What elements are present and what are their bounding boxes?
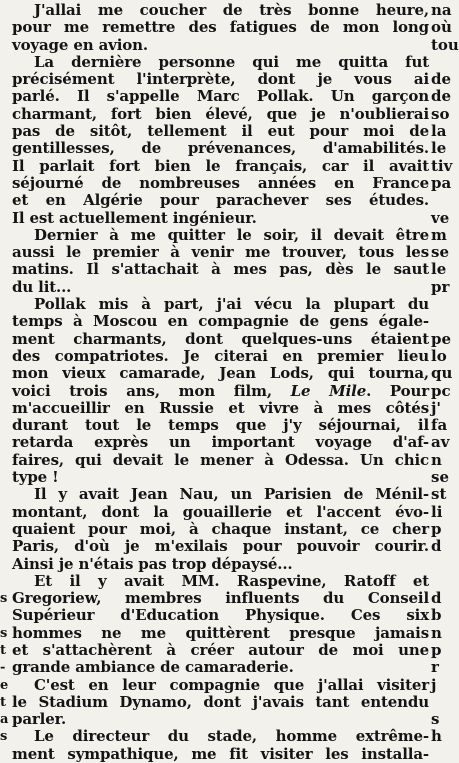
left-edge-fragment: a [0,712,9,728]
right-edge-fragment: qu [431,364,453,383]
left-edge-fragment [0,19,8,36]
text-line: aussi le premier à venir me trouver, tous les [12,243,429,262]
right-edge-fragment: h [431,727,442,746]
text-line: quaient pour moi, à chaque instant, ce cher [12,519,429,538]
text-line: Il y avait Jean Nau, un Parisien de Ménil- [34,485,429,504]
left-edge-fragment [0,88,8,105]
left-edge-fragment: t [0,642,7,658]
right-edge-fragment: pr [431,277,450,296]
text-line: pas de sitôt, tellement il eut pour moi de [12,122,429,141]
right-edge-fragment: tiv [431,156,453,175]
text-line: ment charmants, dont quelques-uns étaient [12,329,429,348]
right-edge-fragment: j [431,675,437,694]
right-edge-fragment: se [431,468,449,487]
text-line: durant tout le temps que j'y séjournai, il [12,416,429,435]
text-line: m'accueillir en Russie et vivre à mes côtés [12,398,429,417]
text-line: faires, qui devait le mener à Odessa. Un chic [12,450,429,469]
left-edge-fragment [0,158,8,175]
text-line: voici trois ans, mon film, Le Mile. Pour [12,381,430,400]
text-line: Le directeur du stade, homme extrême- [34,727,429,746]
text-line: parler. [12,710,67,729]
left-edge-fragment [0,400,8,417]
text-line: Il est actuellement ingénieur. [12,208,257,227]
left-edge-fragment: s [0,591,8,607]
left-edge-fragment [0,71,8,88]
text-line: voyage en avion. [12,35,148,54]
text-line: séjourné de nombreuses années en France [12,173,429,192]
left-edge-fragment [0,556,8,573]
right-edge-fragment: n [431,623,442,642]
left-edge-fragment [0,279,8,296]
left-edge-fragment [0,573,8,590]
right-edge-fragment [431,296,441,313]
left-edge-fragment [0,244,8,261]
left-edge-fragment [0,210,8,227]
text-line: Gregoriew, membres influents du Conseil [12,589,429,608]
right-edge-fragment: j' [431,398,442,417]
left-edge-fragment [0,521,8,538]
right-edge-fragment: fa [431,416,448,435]
text-line: et en Algérie pour parachever ses études. [12,191,429,210]
right-edge-fragment: n [431,450,442,469]
right-edge-fragment: lo [431,346,447,365]
text-line: Supérieur d'Education Physique. Ces six [12,606,429,625]
left-edge-fragment [0,383,8,400]
left-edge-fragment [0,348,8,365]
left-edge-fragment [0,2,8,19]
left-edge-fragment [0,296,8,313]
right-edge-fragment: p [431,640,442,659]
left-edge-fragment [0,469,8,486]
left-edge-fragment [0,140,8,157]
text-line: type ! [12,468,59,487]
left-edge-fragment [0,538,8,555]
text-line: mon vieux camarade, Jean Lods, qui tourna, [12,364,429,383]
right-edge-fragment: la [431,122,447,141]
text-line: ment sympathique, me fit visiter les installa- [12,744,429,763]
text-line: du lit... [12,277,72,296]
right-edge-fragment: ve [431,208,450,227]
right-edge-fragment: pa [431,173,452,192]
left-edge-fragment [0,261,8,278]
right-edge-fragment [431,54,441,71]
right-edge-fragment: tou [431,35,459,54]
right-edge-fragment: d [431,537,442,556]
left-edge-fragment: - [0,660,6,676]
right-edge-fragment: le [431,260,447,279]
text-line: Ainsi je n'étais pas trop dépaysé... [12,554,293,573]
text-line: charmant, fort bien élevé, que je n'oublierai [12,104,429,123]
right-edge-fragment: li [431,502,443,521]
left-edge-fragment: e [0,677,9,693]
article-column [12,2,429,763]
right-edge-fragment [431,556,441,573]
left-edge-fragment: s [0,625,8,641]
right-edge-fragment: so [431,104,450,123]
left-edge-fragment [0,37,8,54]
text-line: gentillesses, de prévenances, d'amabilités. [12,139,429,158]
right-edge-fragment: st [431,485,447,504]
right-edge-fragment: d [431,589,442,608]
left-edge-fragment [0,434,8,451]
right-column-fragment [431,1,459,763]
left-edge-fragment [0,331,8,348]
left-edge-fragment [0,123,8,140]
left-edge-fragment: t [0,694,7,710]
right-edge-fragment: na [431,1,452,19]
left-edge-fragment: s [0,729,8,745]
text-line: pour me remettre des fatigues de mon long [12,18,429,37]
left-edge-fragment [0,504,8,521]
left-edge-fragment [0,746,8,763]
left-edge-fragment [0,106,8,123]
text-line: La dernière personne qui me quitta fut [34,52,429,71]
right-edge-fragment: b [431,606,442,625]
right-edge-fragment: où [431,18,452,37]
text-line: hommes ne me quittèrent presque jamais [12,623,429,642]
right-edge-fragment [431,192,441,209]
right-edge-fragment: p [431,519,442,538]
right-edge-fragment [431,746,441,763]
right-edge-fragment: de [431,87,452,106]
text-line: grande ambiance de camaraderie. [12,658,294,677]
left-edge-fragment [0,227,8,244]
text-line: temps à Moscou en compagnie de gens égale- [12,312,429,331]
text-line: Dernier à me quitter le soir, il devait être [34,225,429,244]
text-line: C'est en leur compagnie que j'allai visiter [34,675,429,694]
left-edge-fragment [0,175,8,192]
left-edge-fragment [0,417,8,434]
left-edge-fragment [0,607,8,624]
left-edge-fragment [0,313,8,330]
right-edge-fragment: av [431,433,450,452]
left-edge-fragment [0,365,8,382]
left-edge-fragment [0,192,8,209]
right-edge-fragment: m [431,225,447,244]
right-edge-fragment: s [431,710,440,729]
film-title: Le Mile [290,381,367,400]
right-edge-fragment [431,313,441,330]
right-edge-fragment: le [431,139,447,158]
text-line: et s'attachèrent à créer autour de moi une [12,640,429,659]
text-line: des compatriotes. Je citerai en premier lieu [12,346,429,365]
text-line: parlé. Il s'appelle Marc Pollak. Un garçon [12,87,429,106]
right-edge-fragment [431,573,441,590]
text-line: Pollak mis à part, j'ai vécu la plupart du [34,295,429,314]
text-line: le Stadium Dynamo, dont j'avais tant entendu [12,692,429,711]
right-edge-fragment: pc [431,381,451,400]
right-edge-fragment: pe [431,329,452,348]
text-line: Et il y avait MM. Raspevine, Ratoff et [34,571,429,590]
left-edge-fragment [0,54,8,71]
text-line: Il parlait fort bien le français, car il avait [12,156,429,175]
right-edge-fragment [431,694,441,711]
text-line: matins. Il s'attachait à mes pas, dès le saut [12,260,429,279]
right-edge-fragment: se [431,243,449,262]
right-edge-fragment: de [431,70,452,89]
text-line: Paris, d'où je m'exilais pour pouvoir courir. [12,537,429,556]
left-edge-fragment [0,452,8,469]
left-edge-fragment [0,486,8,503]
text-line: montant, dont la gouaillerie et l'accent évo- [12,502,429,521]
left-column-fragment [0,2,8,763]
text-line: J'allai me coucher de très bonne heure, [34,1,429,19]
text-line: précisément l'interprète, dont je vous ai [12,70,429,89]
right-edge-fragment: r [431,658,439,677]
text-line: retarda exprès un important voyage d'af- [12,433,429,452]
